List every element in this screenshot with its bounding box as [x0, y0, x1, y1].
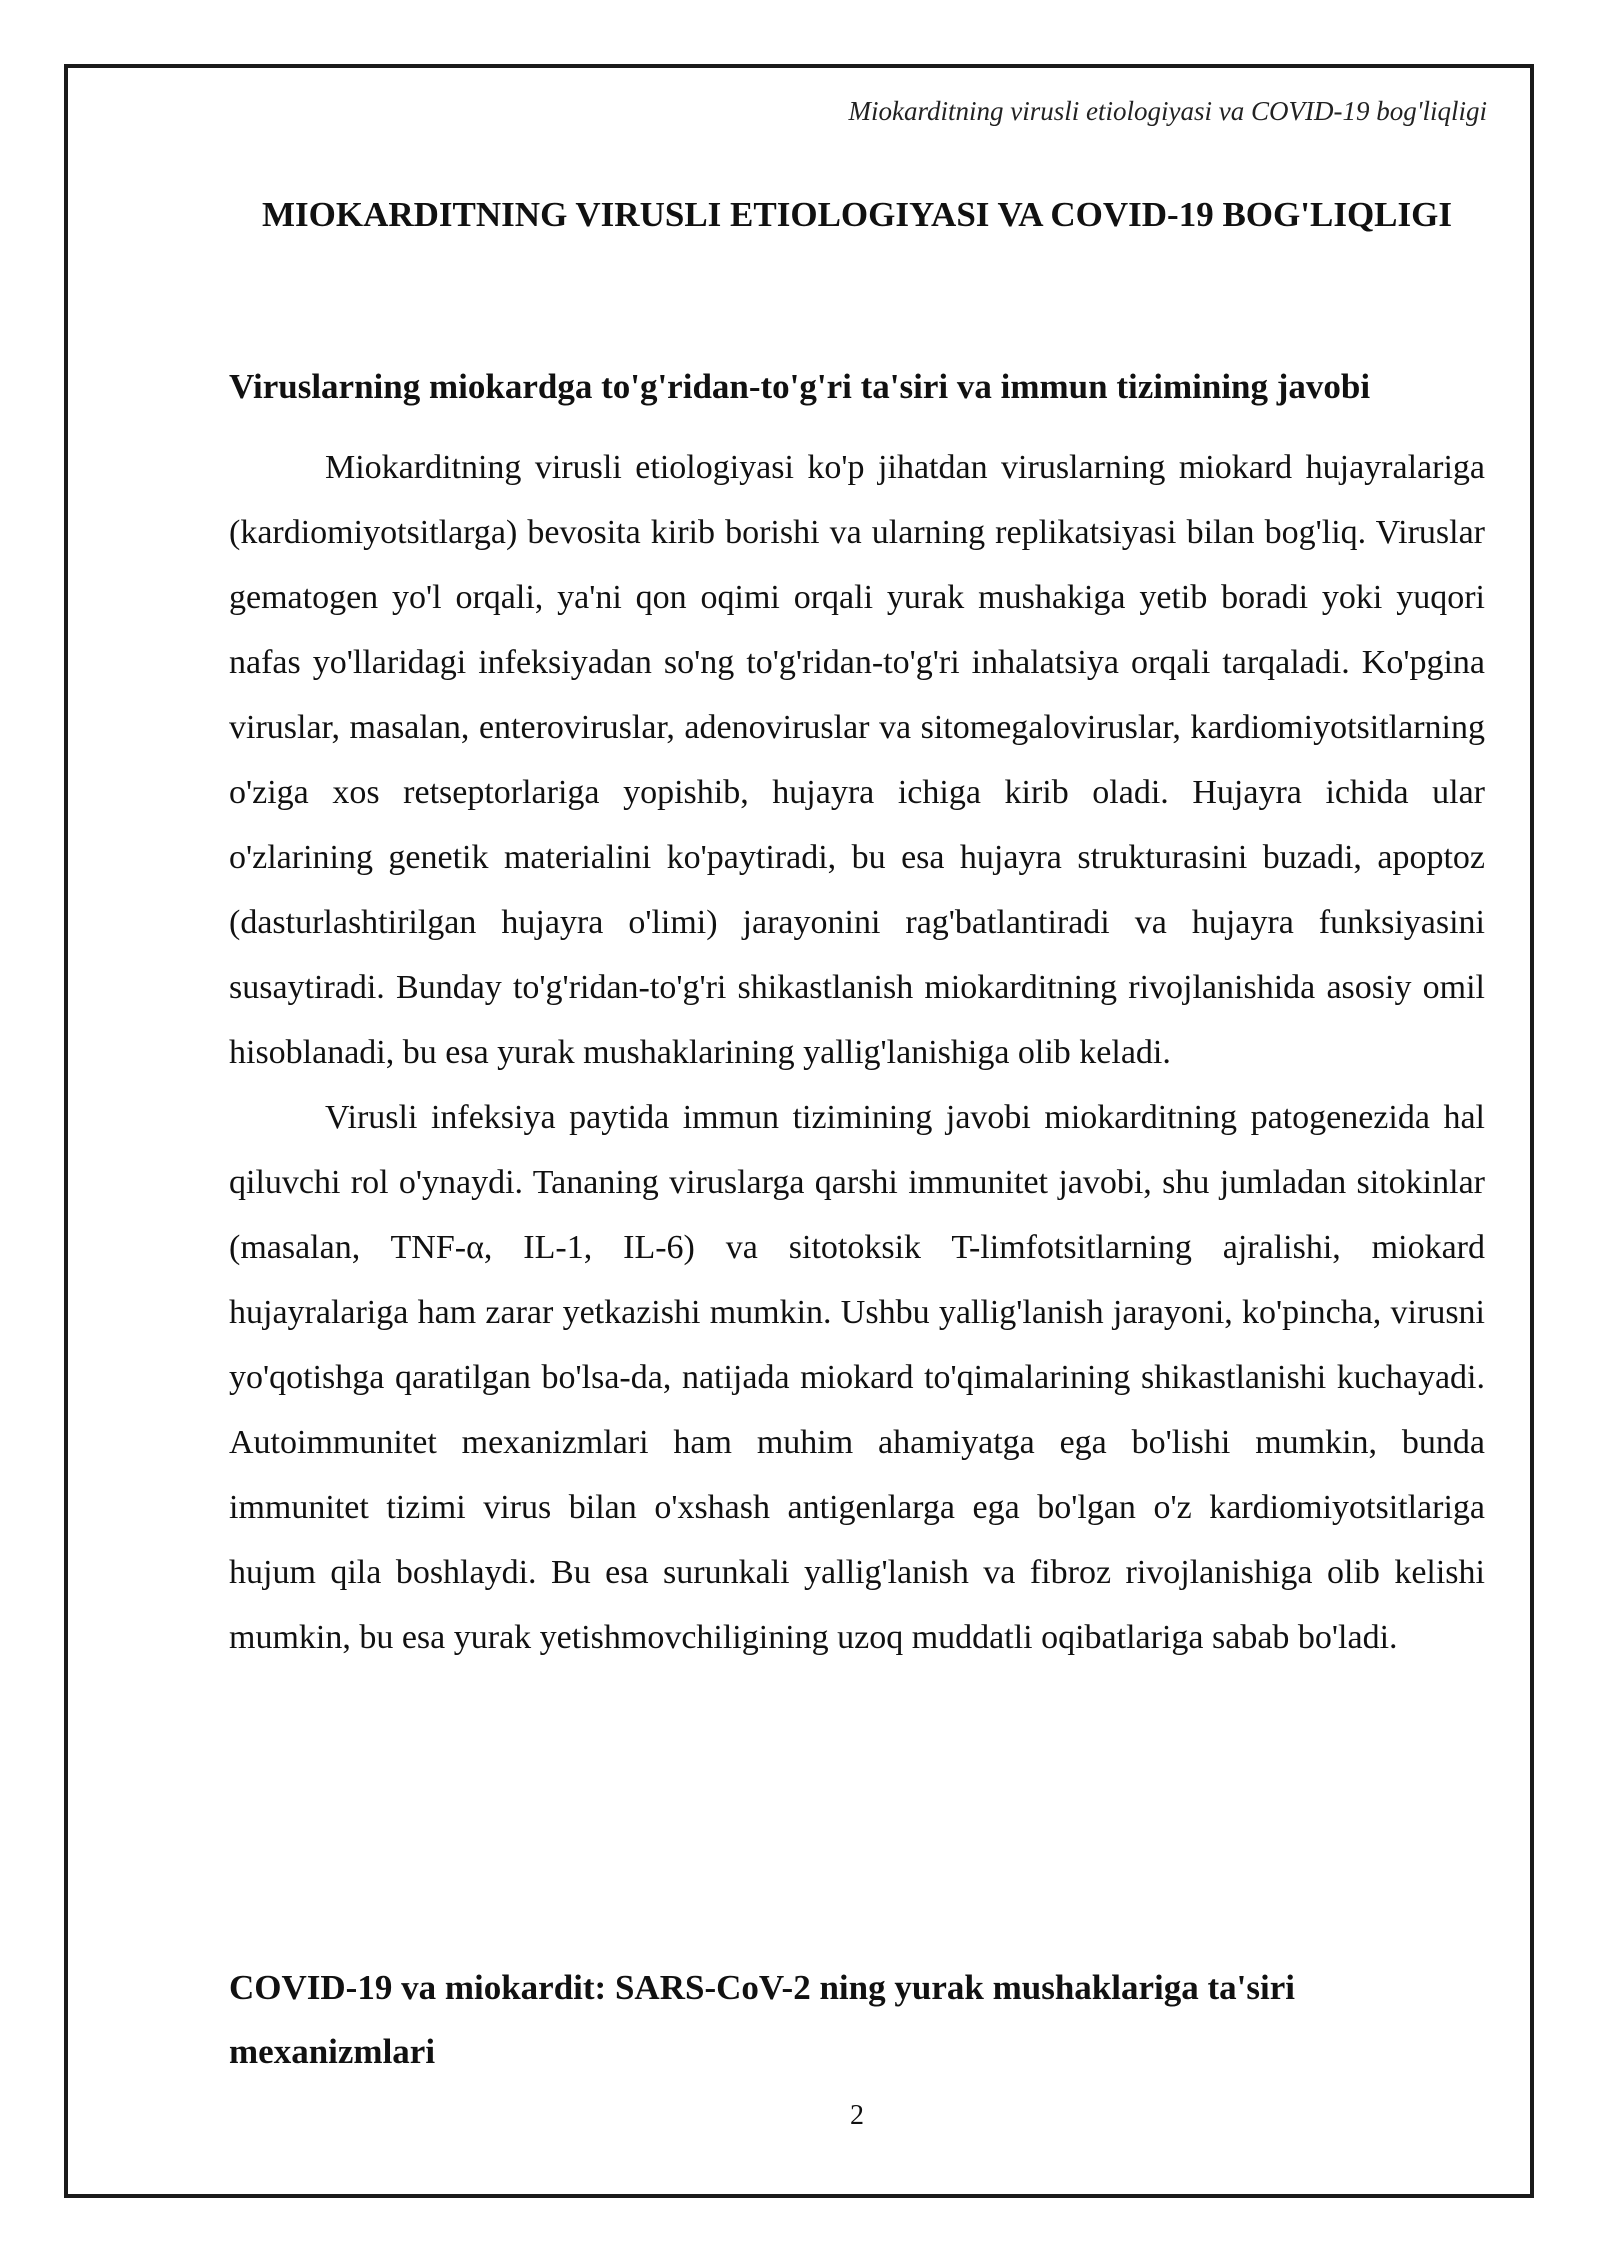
- document-title: MIOKARDITNING VIRUSLI ETIOLOGIYASI VA COVID-19 BOG'LIQLIGI: [262, 195, 1452, 234]
- paragraph: Virusli infeksiya paytida immun tizimining javobi miokarditning patogenezida hal qiluvchi rol o'ynaydi. Tananing viruslarga qarshi immunitet javobi, shu jumladan sitokinlar (masalan, TNF-α, IL-1, IL-6) va sitotoksik T-limfotsitlarning ajralishi, miokard hujayralariga ham zarar yetkazishi mumkin. Ushbu yallig'lanish jarayoni, ko'pincha, virusni yo'qotishga qaratilgan bo'lsa-da, natijada miokard to'qimalarining shikastlanishi kuchayadi. Autoimmunitet mexanizmlari ham muhim ahamiyatga ega bo'lishi mumkin, bunda immunitet tizimi virus bilan o'xshash antigenlarga ega bo'lgan o'z kardiomiyotsitlariga hujum qila boshlaydi. Bu esa surunkali yallig'lanish va fibroz rivojlanishiga olib kelishi mumkin, bu esa yurak yetishmovchiligining uzoq muddatli oqibatlariga sabab bo'ladi.: [229, 1099, 1485, 1656]
- section-body-viral-effect: [229, 435, 1485, 1670]
- paragraph: Miokarditning virusli etiologiyasi ko'p jihatdan viruslarning miokard hujayralariga (kardiomiyotsitlarga) bevosita kirib borishi va ularning replikatsiyasi bilan bog'liq. Viruslar gematogen yo'l orqali, ya'ni qon oqimi orqali yurak mushakiga yetib boradi yoki yuqori nafas yo'llaridagi infeksiyadan so'ng to'g'ridan-to'g'ri inhalatsiya orqali tarqaladi. Ko'pgina viruslar, masalan, enteroviruslar, adenoviruslar va sitomegaloviruslar, kardiomiyotsitlarning o'ziga xos retseptorlariga yopishib, hujayra ichiga kirib oladi. Hujayra ichida ular o'zlarining genetik materialini ko'paytiradi, bu esa hujayra strukturasini buzadi, apoptoz (dasturlashtirilgan hujayra o'limi) jarayonini rag'batlantiradi va hujayra funksiyasini susaytiradi. Bunday to'g'ridan-to'g'ri shikastlanish miokarditning rivojlanishida asosiy omil hisoblanadi, bu esa yurak mushaklarining yallig'lanishiga olib keladi.: [229, 449, 1485, 1071]
- running-header: Miokarditning virusli etiologiyasi va COVID-19 bog'liqligi: [848, 96, 1487, 126]
- section-heading-viral-effect: Viruslarning miokardga to'g'ridan-to'g'ri ta'siri va immun tizimining javobi: [229, 367, 1371, 406]
- page-number: 2: [850, 2100, 864, 2131]
- section-heading-covid-myocarditis: COVID-19 va miokardit: SARS-CoV-2 ning yurak mushaklariga ta'siri mexanizmlari: [229, 1968, 1295, 2071]
